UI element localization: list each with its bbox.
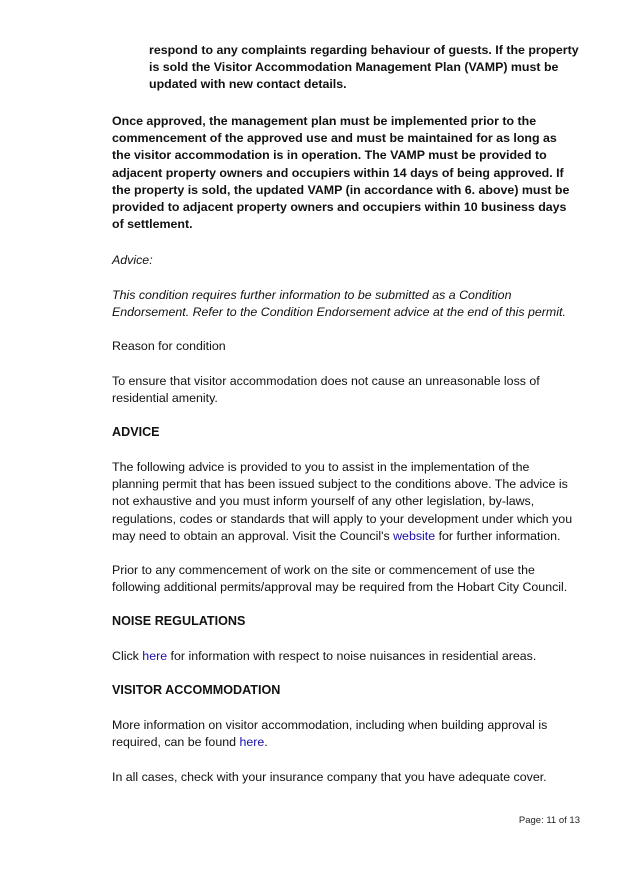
website-link[interactable]: website	[393, 528, 436, 543]
advice-paragraph-1-text: The following advice is provided to you to assist in the implementation of the planning permit that has been issued subject to the conditions above. The advice is not exhaustive and you must inform yourself of any other legislation, by-laws, regulations, codes or standards that will apply to your development under which you may need to obtain an approval. Visit the Council's	[112, 460, 573, 543]
reason-text: To ensure that visitor accommodation does not cause an unreasonable loss of residential amenity.	[112, 374, 540, 406]
advice-heading: ADVICE	[112, 425, 160, 439]
visitor-paragraph-tail: .	[264, 735, 268, 750]
reason-label: Reason for condition	[112, 339, 226, 353]
visitor-paragraph-text: More information on visitor accommodation, including when building approval is required, can be found	[112, 718, 548, 750]
noise-paragraph-text: Click	[112, 649, 143, 663]
advice-label: Advice:	[112, 253, 153, 267]
noise-here-link[interactable]: here	[142, 649, 168, 663]
visitor-paragraph	[112, 717, 578, 751]
advice-paragraph-2: Prior to any commencement of work on the site or commencement of use the following additional permits/approval may be required from the Hobart City Council.	[112, 563, 568, 595]
visitor-heading: VISITOR ACCOMMODATION	[112, 683, 281, 697]
advice-text: This condition requires further information to be submitted as a Condition Endorsement. Refer to the Condition Endorsement advice at the end of this permit.	[112, 288, 566, 320]
insurance-paragraph: In all cases, check with your insurance company that you have adequate cover.	[112, 770, 547, 784]
condition-continuation: respond to any complaints regarding behaviour of guests. If the property is sold the Visitor Accommodation Management Plan (VAMP) must be updated with new contact details.	[149, 43, 579, 92]
noise-paragraph	[112, 648, 578, 665]
visitor-here-link[interactable]: here	[239, 735, 265, 750]
page-number: Page: 11 of 13	[518, 815, 580, 826]
noise-heading: NOISE REGULATIONS	[112, 614, 246, 628]
condition-implementation: Once approved, the management plan must be implemented prior to the commencement of the approved use and must be maintained for as long as the visitor accommodation is in operation. The VAMP must be provided to adjacent property owners and occupiers within 14 days of being approved. If the property is sold, the updated VAMP (in accordance with 6. above) must be provided to adjacent property owners and occupiers within 10 business days of settlement.	[112, 114, 570, 232]
advice-paragraph-1-tail: for further information.	[435, 528, 561, 543]
advice-paragraph-1	[112, 459, 578, 545]
noise-paragraph-tail: for information with respect to noise nuisances in residential areas.	[167, 649, 537, 663]
